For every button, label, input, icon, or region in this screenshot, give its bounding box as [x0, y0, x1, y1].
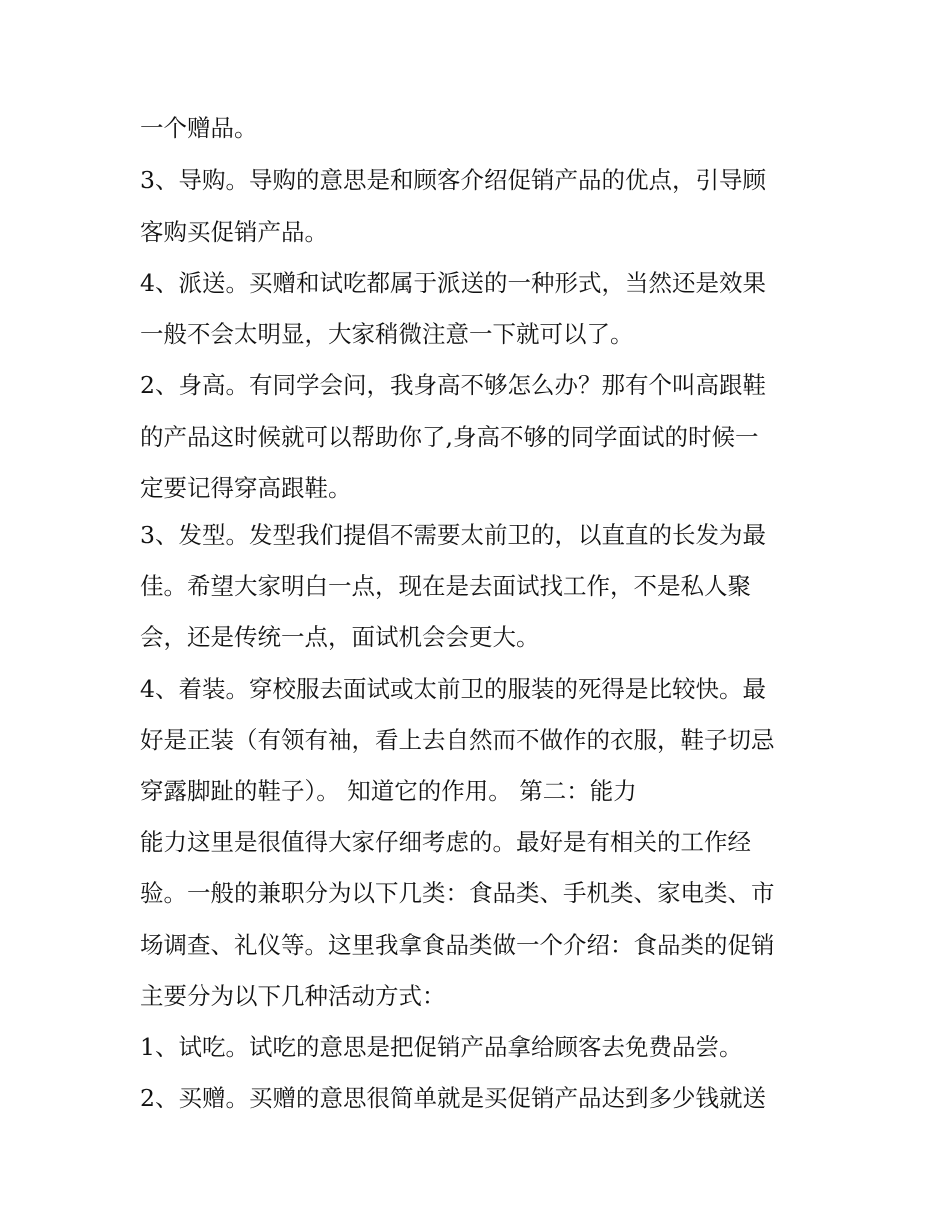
text-line: 场调查、礼仪等。这里我拿食品类做一个介绍：食品类的促销: [140, 931, 775, 959]
text-line: 好是正装（有领有袖，看上去自然而不做作的衣服，鞋子切忌: [140, 726, 775, 754]
text-line: 2、买赠。买赠的意思很简单就是买促销产品达到多少钱就送: [140, 1084, 766, 1112]
text-line: 客购买促销产品。: [140, 218, 328, 246]
text-line: 佳。希望大家明白一点，现在是去面试找工作，不是私人聚: [140, 572, 751, 600]
text-line: 能力这里是很值得大家仔细考虑的。最好是有相关的工作经: [140, 828, 751, 856]
text-line: 定要记得穿高跟鞋。: [140, 474, 352, 502]
text-line: 验。一般的兼职分为以下几类：食品类、手机类、家电类、市: [140, 879, 775, 907]
text-line: 会，还是传统一点，面试机会会更大。: [140, 623, 540, 651]
text-line: 2、身高。有同学会问，我身高不够怎么办？那有个叫高跟鞋: [140, 371, 766, 399]
text-line: 3、发型。发型我们提倡不需要太前卫的，以直直的长发为最: [140, 521, 766, 549]
text-line: 穿露脚趾的鞋子）。 知道它的作用。 第二：能力: [140, 777, 637, 805]
text-line: 的产品这时候就可以帮助你了,身高不够的同学面试的时候一: [140, 423, 759, 451]
text-line: 1、试吃。试吃的意思是把促销产品拿给顾客去免费品尝。: [140, 1033, 743, 1061]
text-line: 4、着装。穿校服去面试或太前卫的服装的死得是比较快。最: [140, 675, 766, 703]
text-line: 一个赠品。: [140, 114, 258, 142]
text-line: 4、派送。买赠和试吃都属于派送的一种形式，当然还是效果: [140, 269, 766, 297]
text-line: 一般不会太明显，大家稍微注意一下就可以了。: [140, 320, 634, 348]
text-line: 3、导购。导购的意思是和顾客介绍促销产品的优点，引导顾: [140, 166, 766, 194]
text-line: 主要分为以下几种活动方式：: [140, 982, 446, 1010]
